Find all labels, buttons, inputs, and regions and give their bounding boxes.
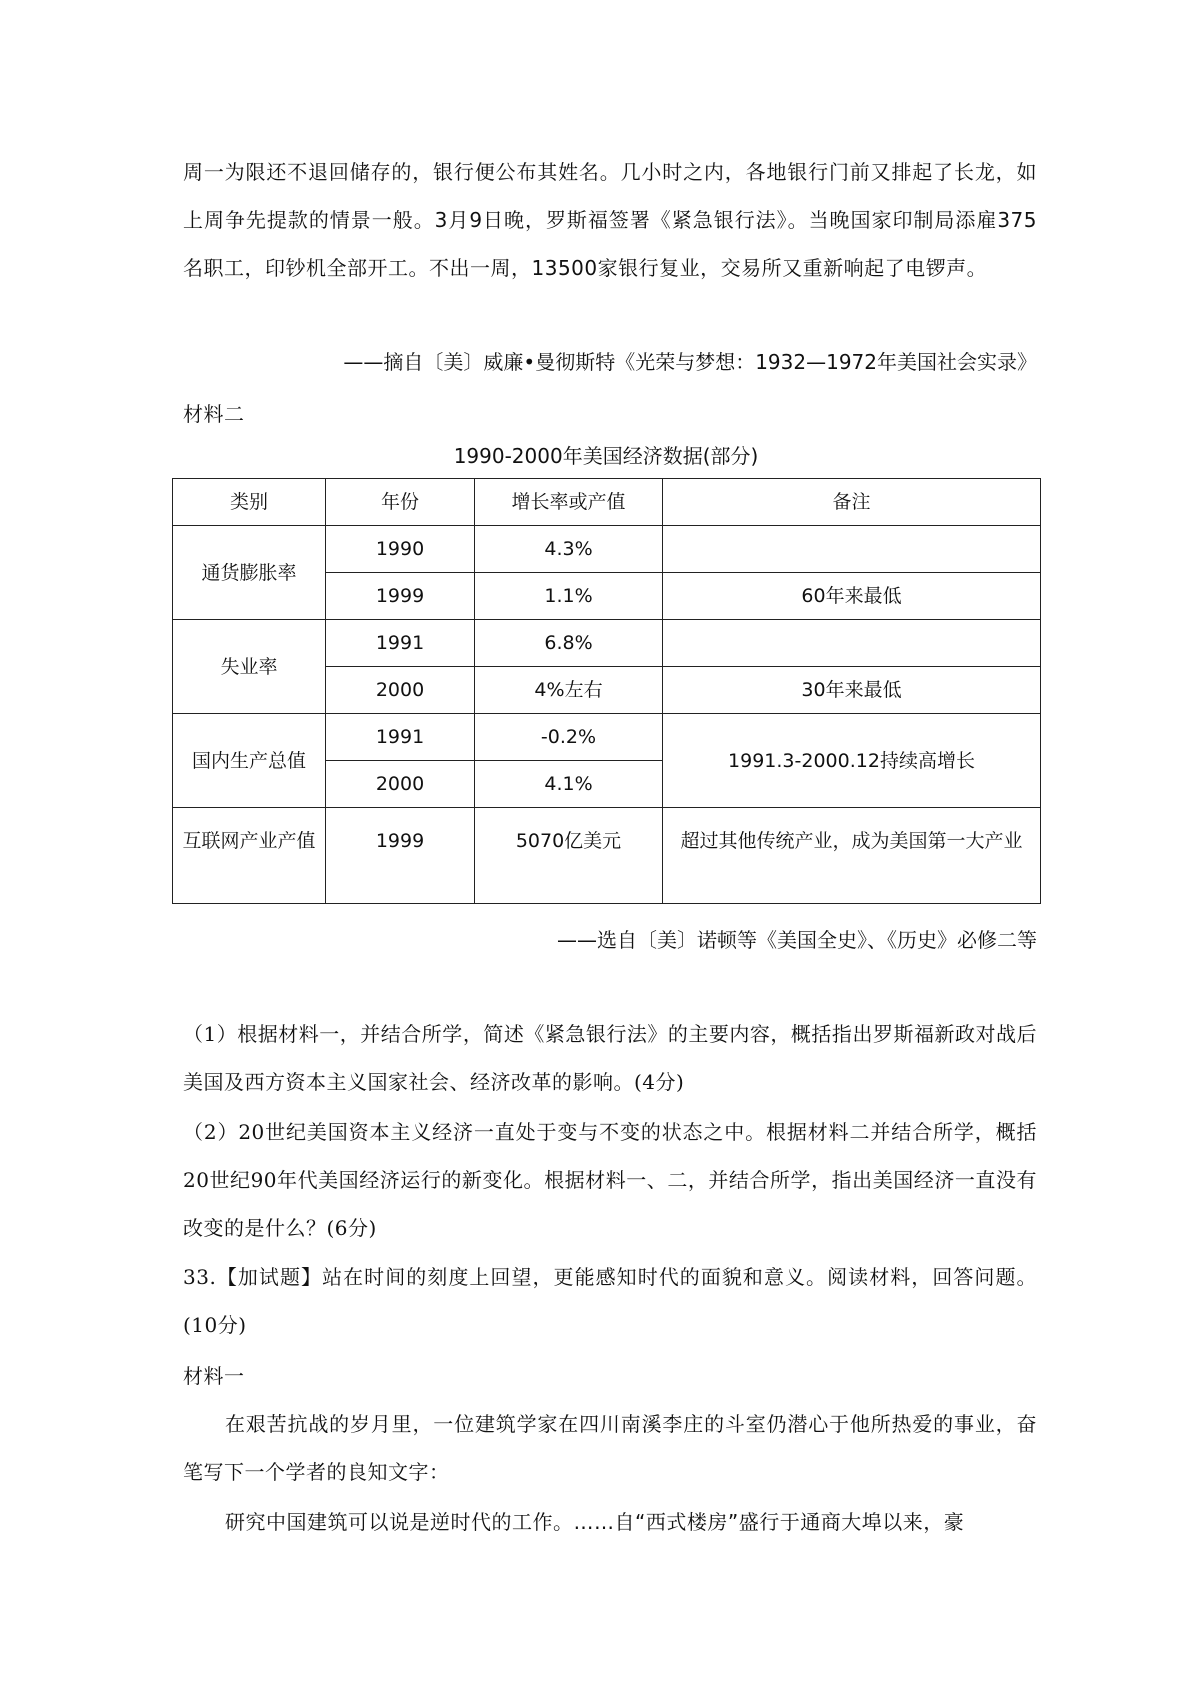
note-cell: 超过其他传统产业，成为美国第一大产业 [663,808,1041,904]
value-cell: 4.3% [475,526,663,573]
table-row [173,526,1041,573]
header-note: 备注 [663,479,1041,526]
material1-source: ——摘自〔美〕威廉•曼彻斯特《光荣与梦想：1932—1972年美国社会实录》 [343,350,1037,374]
category-cell: 互联网产业产值 [173,808,326,904]
year-cell: 1991 [326,620,475,667]
value-cell: 4%左右 [475,667,663,714]
note-cell [663,620,1041,667]
table-row [173,620,1041,667]
note-cell: 1991.3-2000.12持续高增长 [663,714,1041,808]
year-cell: 1991 [326,714,475,761]
q33-material1-paragraph: 在艰苦抗战的岁月里，一位建筑学家在四川南溪李庄的斗室仍潜心于他所热爱的事业，奋笔写下一个学者的良知文字： [183,1412,1037,1484]
note-cell: 60年来最低 [663,573,1041,620]
category-cell: 通货膨胀率 [173,526,326,620]
table-row [173,808,1041,904]
year-cell: 1999 [326,808,475,904]
question-33: 33.【加试题】站在时间的刻度上回望，更能感知时代的面貌和意义。阅读材料，回答问题。(10分) [183,1265,1037,1337]
value-cell: -0.2% [475,714,663,761]
table-caption: 1990-2000年美国经济数据(部分) [453,444,759,468]
year-cell: 2000 [326,761,475,808]
year-cell: 1999 [326,573,475,620]
value-cell: 5070亿美元 [475,808,663,904]
table-row [173,714,1041,761]
header-value: 增长率或产值 [475,479,663,526]
category-cell: 失业率 [173,620,326,714]
value-cell: 6.8% [475,620,663,667]
question-2: （2）20世纪美国资本主义经济一直处于变与不变的状态之中。根据材料二并结合所学，概括20世纪90年代美国经济运行的新变化。根据材料一、二，并结合所学，指出美国经济一直没有改变的是什么？(6分) [183,1120,1037,1240]
year-cell: 2000 [326,667,475,714]
q33-material1-quote: 研究中国建筑可以说是逆时代的工作。……自“西式楼房”盛行于通商大埠以来，豪 [225,1510,965,1534]
value-cell: 4.1% [475,761,663,808]
economy-data-table [172,478,1041,904]
table-header-row [173,479,1041,526]
q33-material1-label: 材料一 [183,1364,245,1388]
value-cell: 1.1% [475,573,663,620]
note-cell: 30年来最低 [663,667,1041,714]
material2-label: 材料二 [183,402,245,426]
header-year: 年份 [326,479,475,526]
header-category: 类别 [173,479,326,526]
note-cell [663,526,1041,573]
year-cell: 1990 [326,526,475,573]
category-cell: 国内生产总值 [173,714,326,808]
table-source: ——选自〔美〕诺顿等《美国全史》、《历史》必修二等 [557,928,1037,952]
material1-paragraph: 周一为限还不退回储存的，银行便公布其姓名。几小时之内，各地银行门前又排起了长龙，如上周争先提款的情景一般。3月9日晚，罗斯福签署《紧急银行法》。当晚国家印制局添雇375名职工，印钞机全部开工。不出一周，13500家银行复业，交易所又重新响起了电锣声。 [183,160,1037,280]
question-1: （1）根据材料一，并结合所学，简述《紧急银行法》的主要内容，概括指出罗斯福新政对战后美国及西方资本主义国家社会、经济改革的影响。(4分) [183,1022,1037,1094]
